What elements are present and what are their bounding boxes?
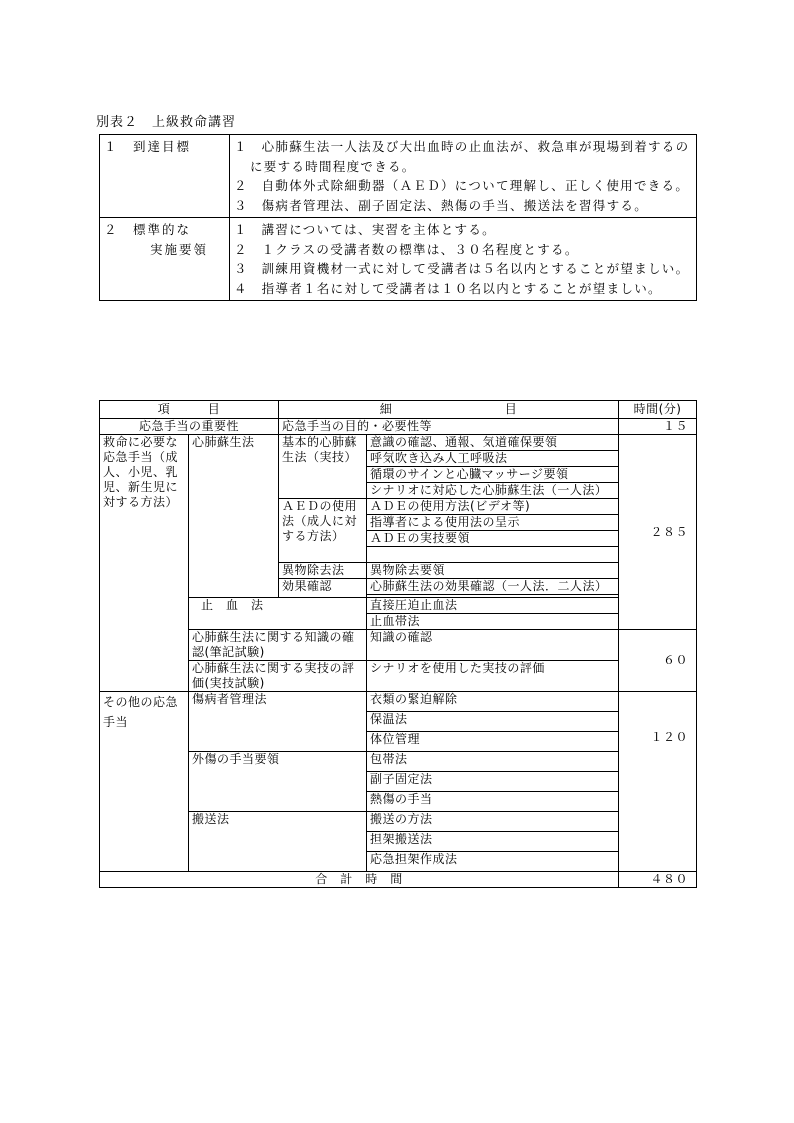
foreign-item: 異物除去要領 [367, 563, 619, 579]
method-label-line2: 実施要領 [150, 241, 209, 257]
patient-label: 傷病者管理法 [189, 692, 367, 752]
other-label: その他の応急手当 [100, 692, 189, 872]
goal-item: １ 心肺蘇生法一人法及び大出血時の止血法が、救急車が現場到着するのに要する時間程度できる。 [234, 139, 690, 174]
method-label-line1: ２ 標準的な [104, 222, 192, 237]
table-row [100, 752, 697, 772]
header-detail: 細 目 [279, 401, 619, 419]
patient-item: 衣類の緊迫解除 [367, 692, 619, 712]
written-label: 心肺蘇生法に関する知識の確認(筆記試験) [189, 630, 367, 661]
method-item: ４ 指導者１名に対して受講者は１０名以内とすることが望ましい。 [234, 280, 662, 296]
wound-item: 副子固定法 [367, 772, 619, 792]
transport-item: 応急担架作成法 [367, 852, 619, 872]
method-row [100, 218, 697, 301]
method-cell [230, 218, 697, 301]
hemostasis-item: 直接圧迫止血法 [367, 598, 619, 614]
method-item: ３ 訓練用資機材一式に対して受講者は５名以内とすることが望ましい。 [234, 261, 690, 276]
cpr-label: 心肺蘇生法 [189, 435, 279, 598]
aed-label: ＡＥＤの使用法（成人に対する方法） [279, 499, 367, 563]
wound-label: 外傷の手当要領 [189, 752, 367, 812]
goal-item: ３ 傷病者管理法、副子固定法、熱傷の手当、搬送法を習得する。 [234, 197, 649, 213]
other-time: １２０ [619, 692, 697, 872]
table-row [100, 435, 697, 451]
eval-time: ６０ [619, 630, 697, 692]
basic-cpr-item: 意識の確認、通報、気道確保要領 [367, 435, 619, 451]
goal-label: １ 到達目標 [100, 135, 230, 218]
method-label [100, 218, 230, 301]
table-row [100, 661, 697, 692]
basic-cpr-item: シナリオに対応した心肺蘇生法（一人法） [367, 483, 619, 499]
hemostasis-label: 止 血 法 [189, 598, 367, 630]
practical-label: 心肺蘇生法に関する実技の評価(実技試験) [189, 661, 367, 692]
aed-item: 指導者による使用法の呈示 [367, 515, 619, 531]
goal-item: ２ 自動体外式除細動器（ＡＥＤ）について理解し、正しく使用できる。 [234, 178, 690, 193]
transport-label: 搬送法 [189, 812, 367, 872]
header-item: 項 目 [100, 401, 279, 419]
written-item: 知識の確認 [367, 630, 619, 661]
method-item: ２ １クラスの受講者数の標準は、３０名程度とする。 [234, 241, 579, 257]
foreign-label: 異物除去法 [279, 563, 367, 579]
header-time: 時間(分) [619, 401, 697, 419]
table-row [100, 692, 697, 712]
effect-item: 心肺蘇生法の効果確認（一人法．二人法） [367, 579, 619, 595]
patient-item: 体位管理 [367, 732, 619, 752]
patient-item: 保温法 [367, 712, 619, 732]
total-label: 合 計 時 間 [100, 872, 619, 888]
practical-item: シナリオを使用した実技の評価 [367, 661, 619, 692]
aed-item: ＡＤＥの使用方法(ビデオ等) [367, 499, 619, 515]
goal-cell [230, 135, 697, 218]
goal-row [100, 135, 697, 218]
basic-cpr-label: 基本的心肺蘇生法（実技） [279, 435, 367, 499]
transport-item: 担架搬送法 [367, 832, 619, 852]
aed-item: ＡＤＥの実技要領 [367, 531, 619, 547]
aed-item-empty [367, 547, 619, 563]
table-row [100, 812, 697, 832]
importance-time: １５ [619, 419, 697, 435]
method-item: １ 講習については、実習を主体とする。 [234, 222, 496, 237]
effect-label: 効果確認 [279, 579, 367, 598]
basic-cpr-item: 循環のサインと心臓マッサージ要領 [367, 467, 619, 483]
first-aid-time: ２８５ [619, 435, 697, 630]
first-aid-label: 救命に必要な応急手当（成人、小児、乳児、新生児に対する方法） [100, 435, 189, 692]
total-time: ４８０ [619, 872, 697, 888]
basic-cpr-item: 呼気吹き込み人工呼吸法 [367, 451, 619, 467]
importance-item: 応急手当の重要性 [100, 419, 279, 435]
hemostasis-item: 止血帯法 [367, 614, 619, 630]
page-title: 別表２ 上級救命講習 [96, 115, 237, 130]
importance-detail: 応急手当の目的・必要性等 [279, 419, 619, 435]
curriculum-table [99, 400, 697, 888]
wound-item: 包帯法 [367, 752, 619, 772]
header-row [100, 401, 697, 419]
transport-item: 搬送の方法 [367, 812, 619, 832]
importance-row [100, 419, 697, 435]
total-row [100, 872, 697, 888]
table-row [100, 598, 697, 614]
wound-item: 熱傷の手当 [367, 792, 619, 812]
summary-table [99, 134, 697, 301]
